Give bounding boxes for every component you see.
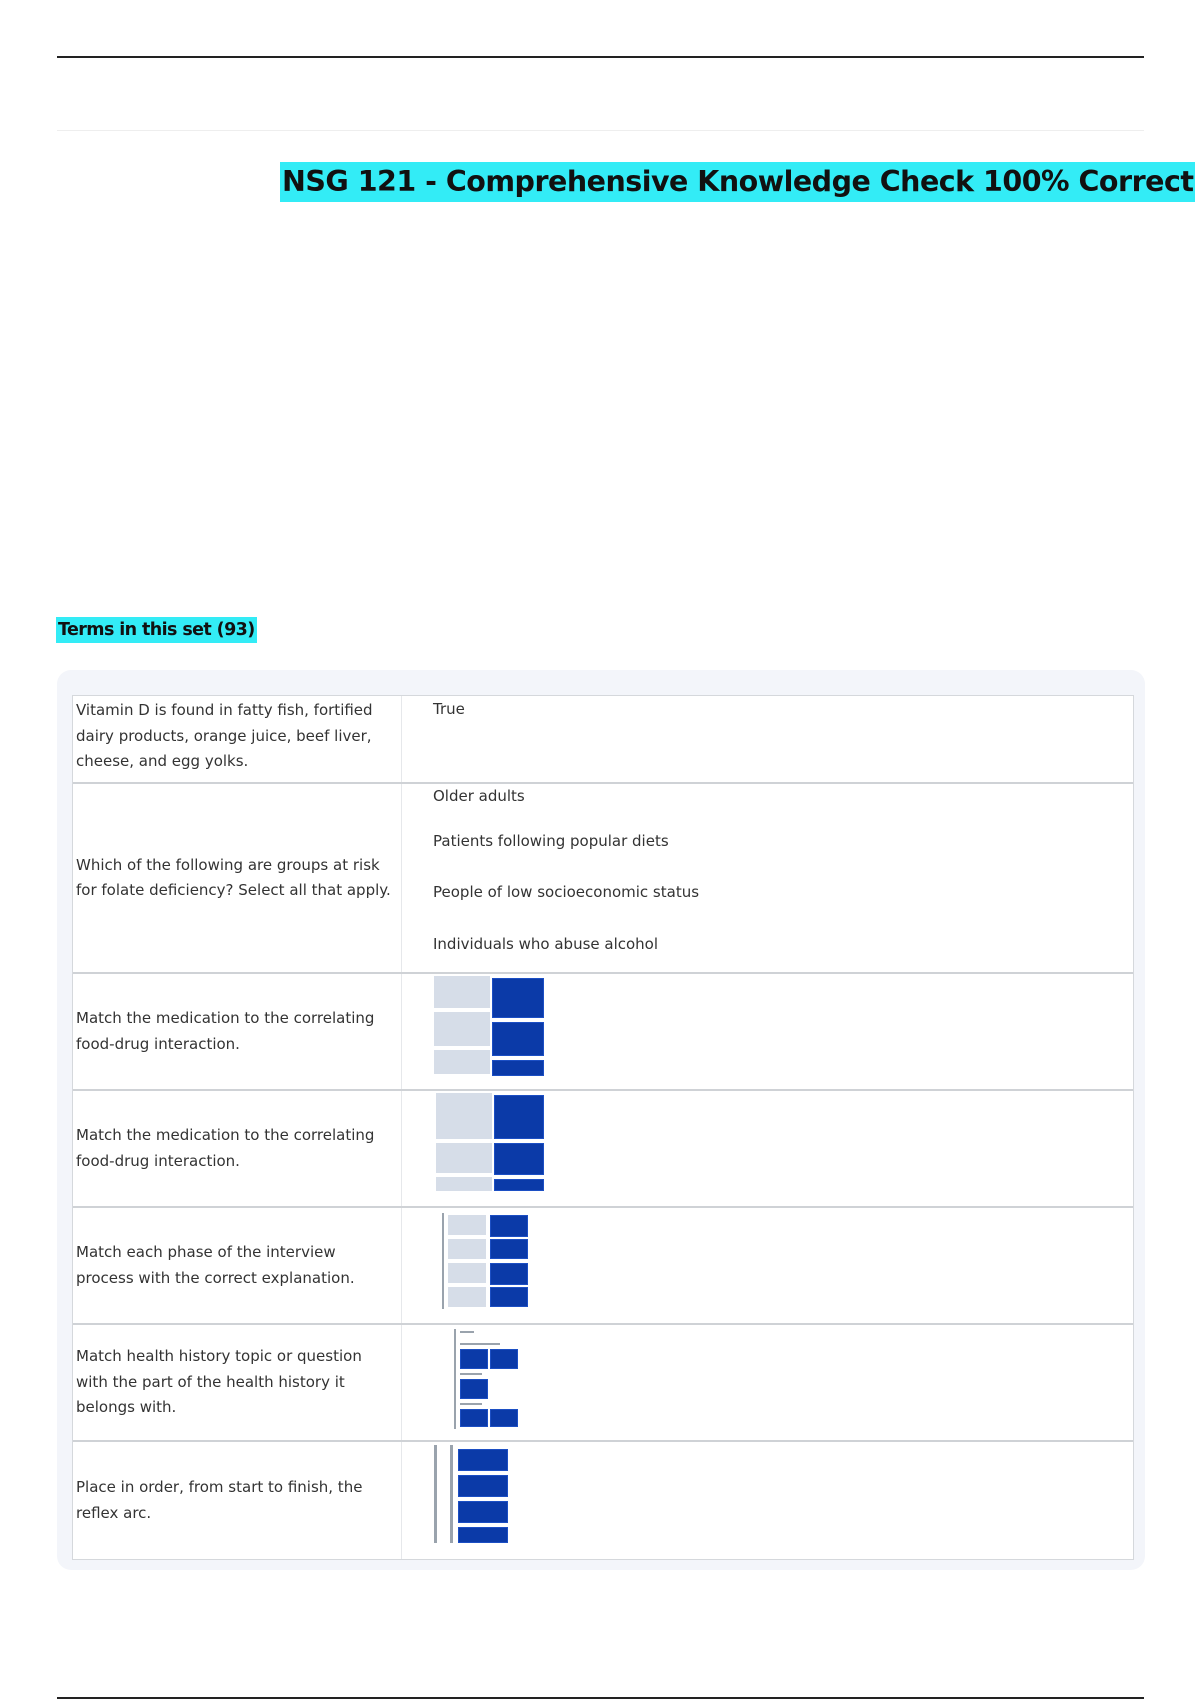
definition-option: Patients following popular diets <box>433 832 669 850</box>
definition <box>402 696 1133 782</box>
header-divider <box>57 130 1144 131</box>
health-history-thumbnail <box>454 1329 548 1429</box>
term-text: Match health history topic or question with the part of the health history it belongs with. <box>73 1325 402 1440</box>
top-rule <box>57 56 1144 58</box>
definition <box>402 1091 1133 1206</box>
document-title: NSG 121 - Comprehensive Knowledge Check 100% Correct <box>280 162 1195 202</box>
bottom-rule <box>57 1697 1144 1699</box>
table-row <box>73 696 1133 784</box>
terms-table <box>72 695 1134 1560</box>
term-text: Match each phase of the interview process with the correct explanation. <box>73 1208 402 1323</box>
definition-text: True <box>433 700 465 718</box>
terms-heading: Terms in this set (93) <box>56 617 257 643</box>
table-row <box>73 1208 1133 1325</box>
table-row <box>73 784 1133 974</box>
table-row <box>73 1091 1133 1208</box>
term-text: Match the medication to the correlating food-drug interaction. <box>73 1091 402 1206</box>
definition <box>402 784 1133 972</box>
definition-option: Individuals who abuse alcohol <box>433 935 659 953</box>
definition-option: People of low socioeconomic status <box>433 883 700 901</box>
definition <box>402 974 1133 1089</box>
definition <box>402 1208 1133 1323</box>
term-text: Place in order, from start to finish, the reflex arc. <box>73 1442 402 1559</box>
matching-table-thumbnail <box>434 976 546 1076</box>
term-text: Which of the following are groups at risk for folate deficiency? Select all that apply. <box>73 784 402 972</box>
table-row <box>73 1325 1133 1442</box>
matching-table-thumbnail <box>442 1213 532 1313</box>
table-row <box>73 1442 1133 1559</box>
definition <box>402 1442 1133 1559</box>
table-row <box>73 974 1133 1091</box>
definition <box>402 1325 1133 1440</box>
definition-option: Older adults <box>433 787 525 805</box>
ordering-list-thumbnail <box>434 1445 514 1545</box>
term-text: Match the medication to the correlating food-drug interaction. <box>73 974 402 1089</box>
term-text: Vitamin D is found in fatty fish, fortified dairy products, orange juice, beef liver, cheese, and egg yolks. <box>73 696 402 782</box>
matching-table-thumbnail <box>436 1093 546 1193</box>
